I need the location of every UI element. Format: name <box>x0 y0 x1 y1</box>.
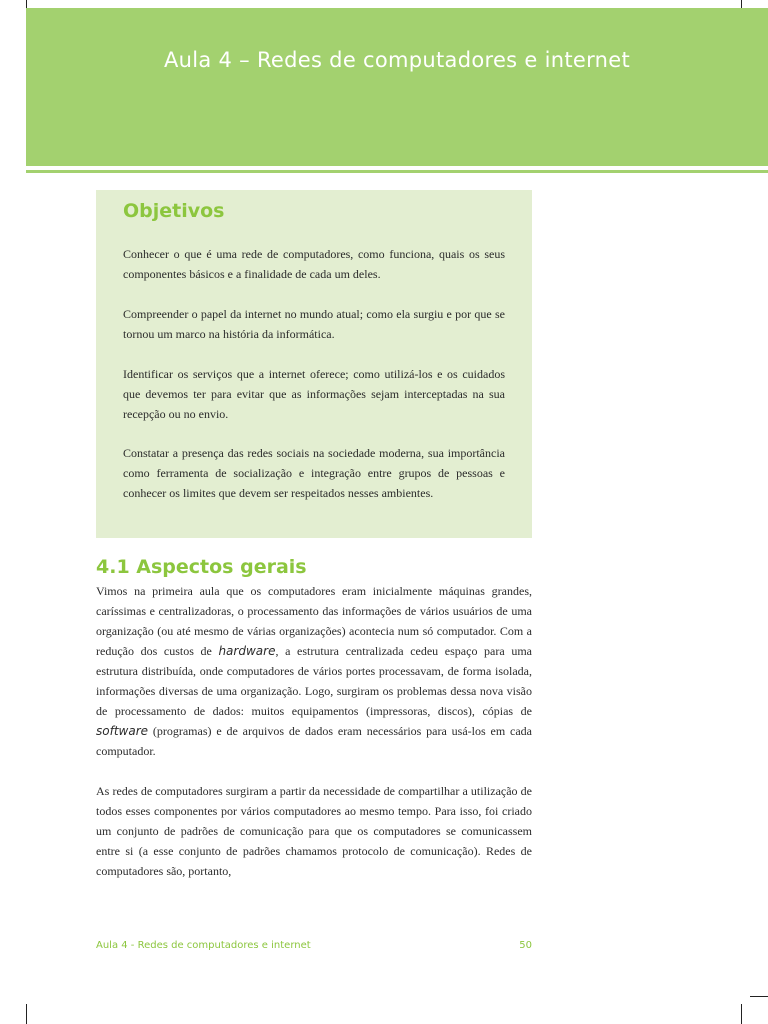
crop-mark-bottom-left <box>26 1004 27 1024</box>
page-title: Aula 4 – Redes de computadores e internet <box>163 48 631 72</box>
objective-item: Conhecer o que é uma rede de computadores, como funciona, quais os seus componentes básicos e a finalidade de cada um deles. <box>123 247 505 281</box>
objectives-title: Objetivos <box>123 200 225 222</box>
term-hardware: hardware <box>218 644 276 658</box>
objective-item: Constatar a presença das redes sociais na sociedade moderna, sua importância como ferramenta de socialização e integração entre grupos de pessoas e conhecer os limites que devem ser respeitados nesses ambientes. <box>123 446 505 500</box>
objectives-box <box>96 190 532 538</box>
crop-mark-bottom-right-h <box>750 996 768 997</box>
page-number: 50 <box>519 940 532 951</box>
term-software: software <box>96 724 149 738</box>
section-title: 4.1 Aspectos gerais <box>96 556 307 578</box>
body-paragraph: As redes de computadores surgiram a partir da necessidade de compartilhar a utilização de todos esses componentes por vários computadores ao mesmo tempo. Para isso, foi criado um conjunto de padrões de comunicação para que os computadores se comunicassem entre si (a esse conjunto de padrões chamamos protocolo de comunicação). Redes de computadores são, portanto, <box>96 784 532 878</box>
body-paragraph <box>96 581 532 761</box>
objective-item: Compreender o papel da internet no mundo atual; como ela surgiu e por que se tornou um marco na história da informática. <box>123 307 505 341</box>
header-band <box>26 8 768 166</box>
crop-mark-bottom-right <box>741 1004 742 1024</box>
footer-chapter-label: Aula 4 - Redes de computadores e internet <box>96 940 311 951</box>
body-text: Vimos na primeira aula que os computadores eram inicialmente máquinas grandes, caríssimas e centralizadoras, o processamento das informações de vários usuários de uma organização (ou até mesmo de várias organizações) acontecia num só computador. Com a redução dos custos de <box>96 584 532 658</box>
objective-item: Identificar os serviços que a internet oferece; como utilizá-los e os cuidados que devemos ter para evitar que as informações sejam interceptadas na sua recepção ou no envio. <box>123 367 505 421</box>
header-divider <box>26 170 768 173</box>
body-text: (programas) e de arquivos de dados eram necessários para usá-los em cada computador. <box>96 724 532 758</box>
body-text: , a estrutura centralizada cedeu espaço para uma estrutura distribuída, onde computadores de vários portes processavam, de forma isolada, informações diversas de uma organização. Logo, surgiram os problemas dessa nova visão de processamento de dados: muitos equipamentos (impressoras, discos), cópias de <box>96 644 532 718</box>
